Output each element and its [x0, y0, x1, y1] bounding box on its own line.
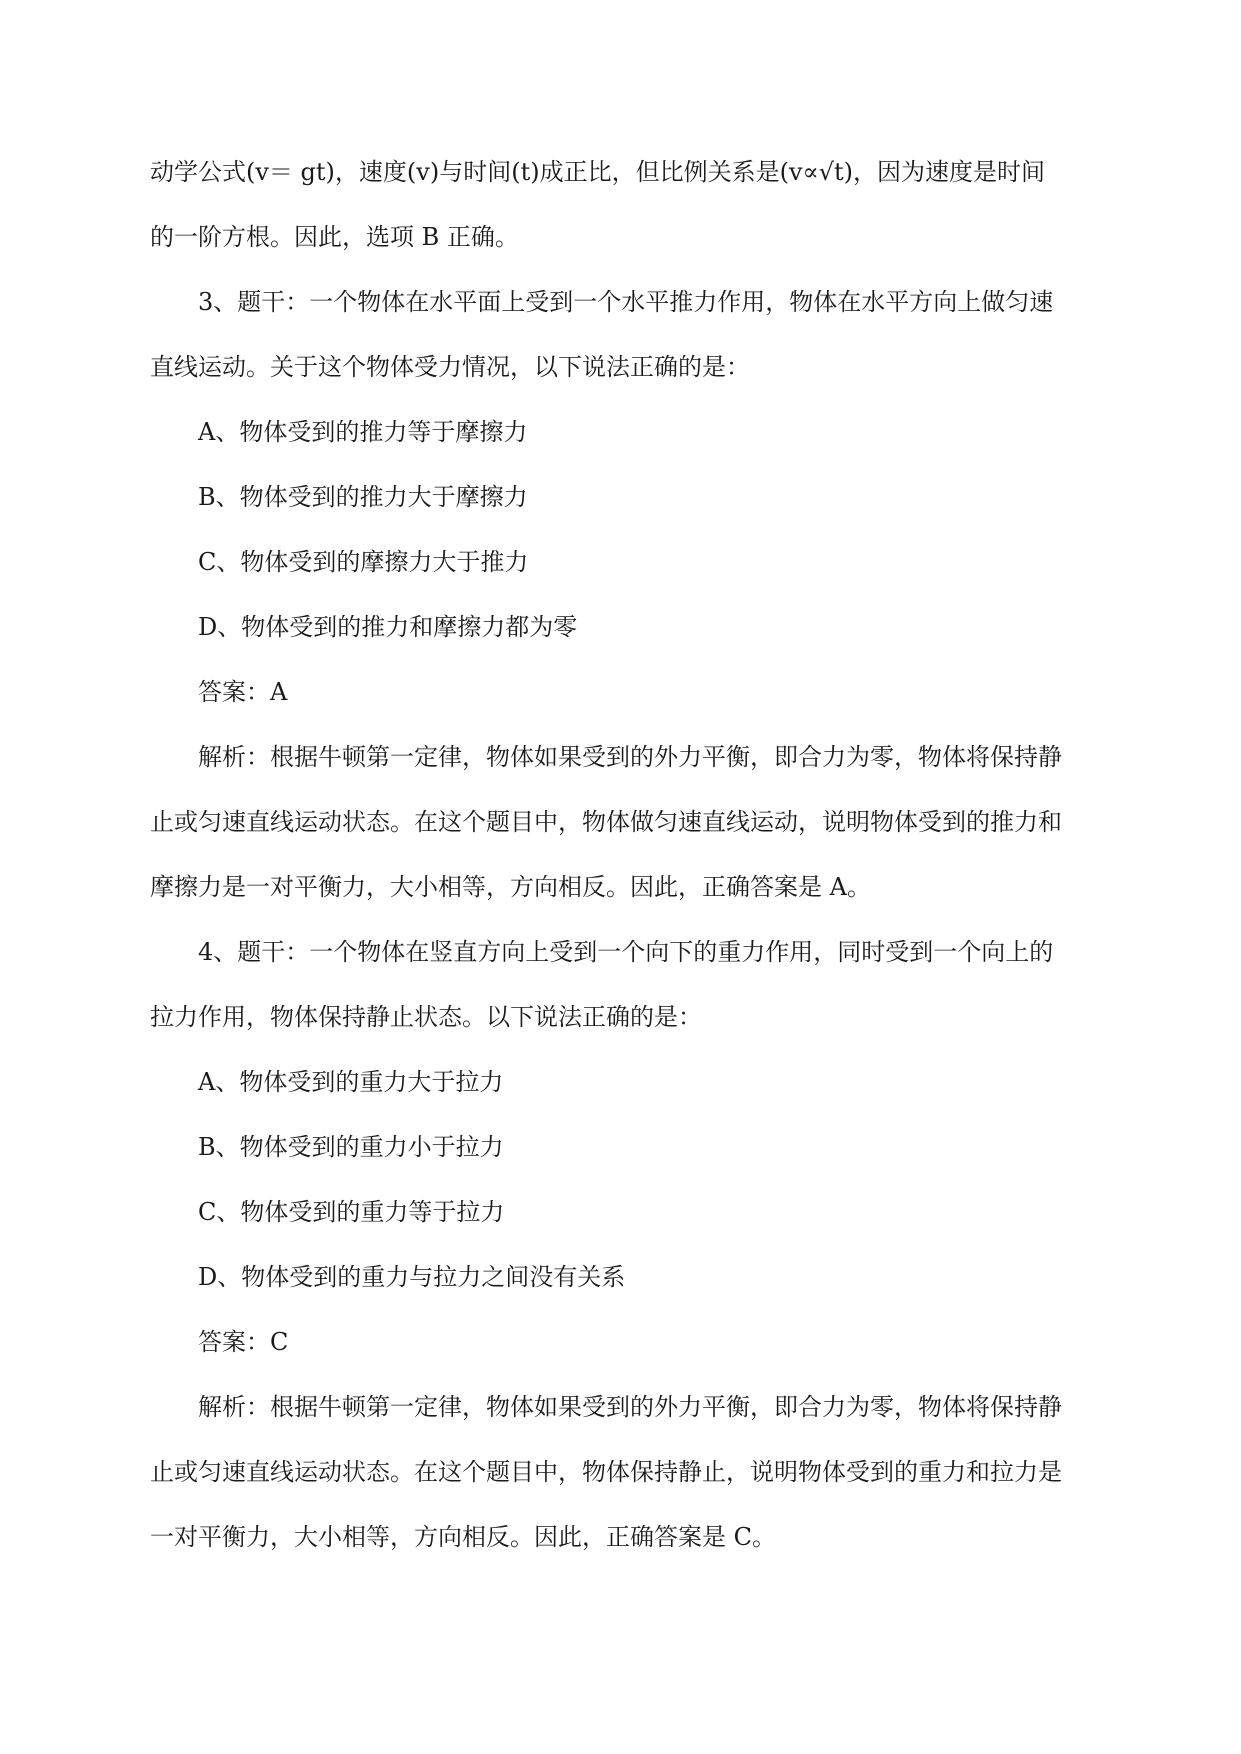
- question-4-option-c: C、物体受到的重力等于拉力: [198, 1198, 505, 1226]
- question-3-analysis-cont: 摩擦力是一对平衡力，大小相等，方向相反。因此，正确答案是 A。: [150, 873, 871, 901]
- question-3-stem: 3、题干：一个物体在水平面上受到一个水平推力作用，物体在水平方向上做匀速: [198, 288, 1054, 316]
- question-4-option-b: B、物体受到的重力小于拉力: [198, 1133, 504, 1161]
- question-3-option-b: B、物体受到的推力大于摩擦力: [198, 483, 528, 511]
- question-4-stem: 4、题干：一个物体在竖直方向上受到一个向下的重力作用，同时受到一个向上的: [198, 938, 1054, 966]
- document-page: [150, 140, 1090, 1570]
- question-3-stem-cont: 直线运动。关于这个物体受力情况，以下说法正确的是：: [150, 353, 750, 381]
- question-4-analysis-cont: 一对平衡力，大小相等，方向相反。因此，正确答案是 C。: [150, 1523, 776, 1551]
- question-3-answer: 答案：A: [198, 678, 288, 706]
- text-line: 动学公式(v＝ gt)，速度(v)与时间(t)成正比，但比例关系是(v∝√t)，因为速度是时间: [150, 158, 1046, 186]
- text-line: 的一阶方根。因此，选项 B 正确。: [150, 223, 519, 251]
- question-3-analysis-cont: 止或匀速直线运动状态。在这个题目中，物体做匀速直线运动，说明物体受到的推力和: [150, 808, 1062, 836]
- question-4-analysis-cont: 止或匀速直线运动状态。在这个题目中，物体保持静止，说明物体受到的重力和拉力是: [150, 1458, 1062, 1486]
- question-3-analysis: 解析：根据牛顿第一定律，物体如果受到的外力平衡，即合力为零，物体将保持静: [198, 743, 1062, 771]
- question-3-option-a: A、物体受到的推力等于摩擦力: [198, 418, 528, 446]
- question-4-option-a: A、物体受到的重力大于拉力: [198, 1068, 504, 1096]
- question-3-option-c: C、物体受到的摩擦力大于推力: [198, 548, 529, 576]
- question-4-option-d: D、物体受到的重力与拉力之间没有关系: [198, 1263, 626, 1291]
- question-3-option-d: D、物体受到的推力和摩擦力都为零: [198, 613, 578, 641]
- question-4-answer: 答案：C: [198, 1328, 289, 1356]
- question-4-analysis: 解析：根据牛顿第一定律，物体如果受到的外力平衡，即合力为零，物体将保持静: [198, 1393, 1062, 1421]
- question-4-stem-cont: 拉力作用，物体保持静止状态。以下说法正确的是：: [150, 1003, 702, 1031]
